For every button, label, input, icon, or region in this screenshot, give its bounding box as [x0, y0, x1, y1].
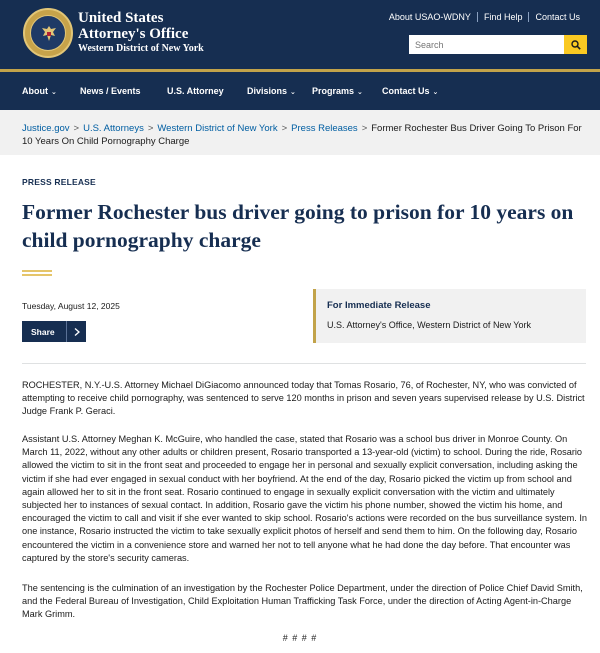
breadcrumb-current: Former Rochester Bus Driver Going To Prison For 10 Years On Child Pornography Charge	[22, 123, 582, 147]
article-paragraph: ROCHESTER, N.Y.-U.S. Attorney Michael DiGiacomo announced today that Tomas Rosario, 76, of Rochester, NY, who was convicted of attempting to receive child pornography, was sentenced to serve 120 months in prison and seven years supervised release by U.S. District Judge Frank P. Geraci.	[22, 380, 585, 417]
chevron-right-icon: >	[73, 123, 80, 134]
nav-item-contact-us[interactable]	[382, 86, 438, 96]
divider	[22, 363, 586, 364]
publish-date: Tuesday, August 12, 2025	[22, 301, 120, 311]
chevron-down-icon: ⌄	[357, 89, 363, 96]
breadcrumb-link-wdny[interactable]: Western District of New York	[157, 123, 278, 134]
district-name: Western District of New York	[78, 43, 204, 54]
article-paragraph: The sentencing is the culmination of an investigation by the Rochester Police Department, under the direction of Police Chief David Smith, and the Federal Bureau of Investigation, Child Exploitation Human Trafficking Task Force, under the direction of Acting Agent-in-Charge Mark Grimm.	[22, 583, 583, 620]
breadcrumb	[0, 110, 600, 155]
utility-links	[383, 12, 586, 22]
breadcrumb-link-us-attorneys[interactable]: U.S. Attorneys	[83, 123, 144, 134]
release-source: U.S. Attorney's Office, Western District of New York	[327, 320, 531, 330]
nav-item-about[interactable]	[22, 86, 57, 96]
nav-label: About	[22, 86, 48, 96]
search-box	[409, 35, 587, 54]
office-line1: United States	[78, 10, 164, 26]
chevron-down-icon: ⌄	[290, 89, 296, 96]
chevron-right-icon: >	[281, 123, 288, 134]
nav-item-divisions[interactable]	[247, 86, 296, 96]
chevron-down-icon: ⌄	[432, 89, 439, 96]
nav-item-programs[interactable]	[312, 86, 363, 96]
office-brand[interactable]	[78, 10, 204, 56]
top-link-find-help[interactable]: Find Help	[477, 12, 529, 22]
chevron-right-icon: >	[361, 123, 368, 134]
release-info-box	[313, 289, 586, 343]
top-link-about[interactable]: About USAO-WDNY	[388, 12, 471, 22]
article-paragraph: Assistant U.S. Attorney Meghan K. McGuire, who handled the case, stated that Rosario was a school bus driver in Monroe County. On March 11, 2022, without any other adults or children present, Rosario transported a 13-year-old (victim) to school. During the ride, Rosario allowed the victim to sit in the front seat and proceeded to engage her in personal and sexually explicit conversation, including asking the victim if she had ever engaged in sexual conduct with her boyfriend. At the end of the day, Rosario picked the victim up from school and again allowed her to sit in the front seat. Rosario continued to engage in sexually explicit conversation with the victim and ultimately subjected her to instances of sexual contact. In addition, Rosario gave the victim his phone number, showed the victim his home, and encouraged the victim to call and visit if she ever wanted to skip school. Rosario's actions were recorded on the bus surveillance system. In one instance, Rosario instructed the victim to take sexually explicit photos of herself and send them to him. On the following day, Rosario encountered the victim in a convenience store and warned her not to tell anyone what he had done the day before. That encounter was captured by the store's security cameras.	[22, 434, 588, 563]
office-line2: Attorney's Office	[78, 26, 189, 42]
main-nav	[0, 72, 600, 110]
chevron-right-icon	[66, 321, 86, 342]
title-underline	[22, 270, 52, 272]
chevron-down-icon: ⌄	[51, 89, 57, 96]
site-header	[0, 0, 600, 69]
share-label: Share	[31, 326, 55, 337]
page-title: Former Rochester bus driver going to prison for 10 years on child pornography charge	[22, 200, 574, 252]
chevron-right-icon: >	[147, 123, 154, 134]
nav-label: Divisions	[247, 86, 288, 96]
breadcrumb-link-press-releases[interactable]: Press Releases	[291, 123, 358, 134]
nav-label: News / Events	[80, 86, 141, 96]
nav-item-news-events[interactable]	[80, 86, 141, 96]
nav-item-us-attorney[interactable]	[167, 86, 224, 96]
breadcrumb-link-justice[interactable]: Justice.gov	[22, 123, 70, 134]
nav-label: Programs	[312, 86, 355, 96]
search-icon	[571, 40, 581, 50]
end-mark: # # # #	[282, 633, 318, 643]
release-heading: For Immediate Release	[327, 300, 431, 311]
doj-seal-icon[interactable]	[23, 8, 73, 58]
nav-label: U.S. Attorney	[167, 86, 224, 96]
search-button[interactable]	[564, 35, 587, 54]
share-button[interactable]	[22, 321, 86, 342]
title-underline	[22, 274, 52, 276]
nav-label: Contact Us	[382, 86, 430, 96]
top-link-contact[interactable]: Contact Us	[528, 12, 586, 22]
article-kicker: PRESS RELEASE	[22, 177, 96, 187]
search-input[interactable]	[409, 35, 564, 54]
